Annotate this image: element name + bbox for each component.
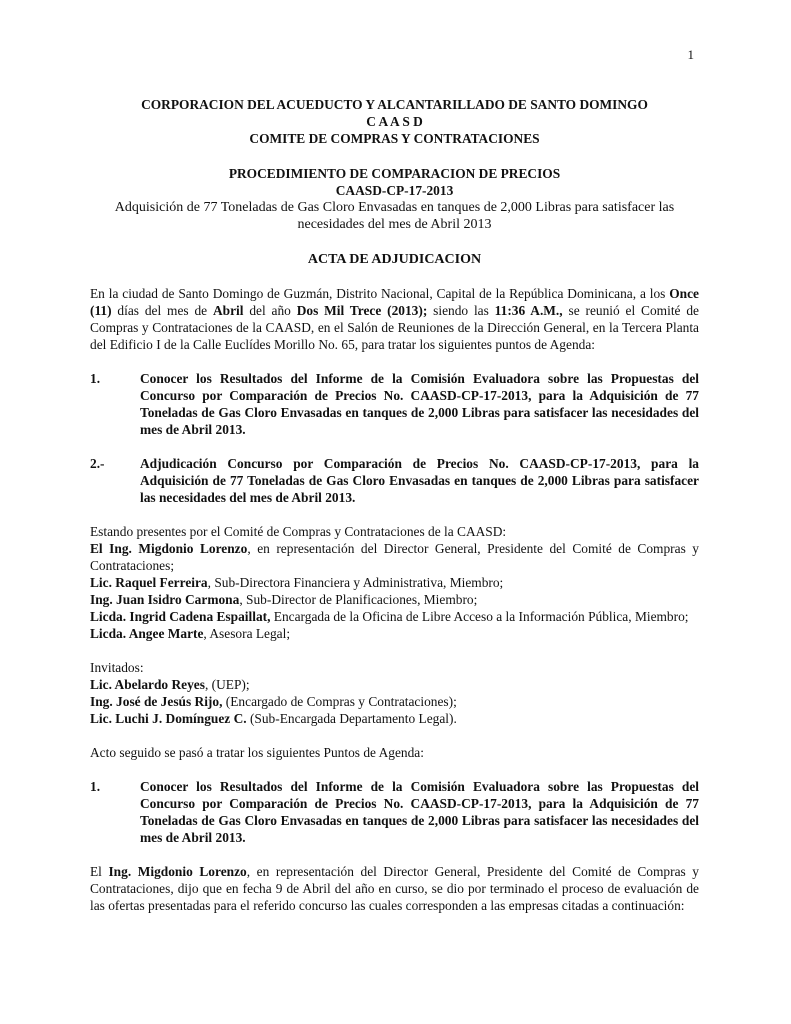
intro-text-4: siendo las	[427, 303, 495, 318]
procedure-code: CAASD-CP-17-2013	[335, 183, 454, 198]
member-name: Ing. Juan Isidro Carmona	[90, 592, 240, 607]
acta-title: ACTA DE ADJUDICACION	[307, 252, 482, 267]
org-acronym: C A A S D	[366, 114, 423, 129]
guest-entry	[90, 693, 699, 710]
member-entry	[90, 540, 699, 574]
member-entry	[90, 574, 699, 591]
intro-year: Dos Mil Trece (2013);	[296, 303, 428, 318]
agenda-item-text: Adjudicación Concurso por Comparación de Precios No. CAASD-CP-17-2013, para la Adquisición de 77 Toneladas de Gas Cloro Envasadas en tanques de 2,000 Libras para satisfacer las necesidades del mes de Abril 2013.	[140, 456, 699, 505]
intro-text-1: En la ciudad de Santo Domingo de Guzmán, Distrito Nacional, Capital de la República Dominicana, a los	[90, 286, 670, 301]
closing-text-2: , en representación del Director General, Presidente del Comité de Compras y Contrataciones, dijo que en fecha 9 de Abril del año en curso, se dio por terminado el proceso de evaluación de las ofertas presentadas para el referido concurso las cuales corresponden a las empresas citadas a continuación:	[90, 864, 699, 913]
agenda-item-number: 2.-	[90, 456, 105, 471]
member-role: Encargada de la Oficina de Libre Acceso a la Información Pública, Miembro;	[270, 609, 689, 624]
guests-section	[90, 659, 699, 727]
guest-entry	[90, 710, 699, 727]
procedure-header	[90, 165, 699, 233]
procedure-description: Adquisición de 77 Toneladas de Gas Cloro Envasadas en tanques de 2,000 Libras para satisfacer las necesidades del mes de Abril 2013	[114, 200, 675, 232]
intro-text-5: se reunió el Comité de Compras y Contrataciones de la CAASD, en el Salón de Reuniones de la Dirección General, en la Tercera Planta del Edificio I de la Calle Euclídes Morillo No. 65, para tratar los siguientes puntos de Agenda:	[90, 303, 699, 352]
intro-paragraph	[90, 285, 699, 353]
member-role: , Sub-Directora Financiera y Administrativa, Miembro;	[207, 575, 504, 590]
member-entry	[90, 625, 699, 642]
member-role: , Sub-Director de Planificaciones, Miembro;	[239, 592, 478, 607]
present-intro: Estando presentes por el Comité de Compras y Contrataciones de la CAASD:	[90, 524, 507, 539]
closing-name: Ing. Migdonio Lorenzo	[108, 864, 247, 879]
guest-name: Lic. Luchi J. Domínguez C.	[90, 711, 247, 726]
member-name: Licda. Angee Marte	[90, 626, 204, 641]
page-number: 1	[687, 47, 694, 62]
document-body	[90, 96, 699, 914]
agenda-item-number: 1.	[90, 779, 101, 794]
member-entry	[90, 608, 699, 625]
member-entry	[90, 591, 699, 608]
member-name: Lic. Raquel Ferreira	[90, 575, 208, 590]
member-role: , Asesora Legal;	[203, 626, 291, 641]
intro-time: 11:36 A.M.,	[494, 303, 563, 318]
intro-text-2: días del mes de	[111, 303, 213, 318]
agenda-item	[90, 370, 699, 438]
procedure-title: PROCEDIMIENTO DE COMPARACION DE PRECIOS	[228, 166, 561, 181]
intro-day: Once (11)	[90, 286, 699, 318]
closing-text-1: El	[90, 864, 109, 879]
agenda-item-text: Conocer los Resultados del Informe de la Comisión Evaluadora sobre las Propuestas del Concurso por Comparación de Precios No. CAASD-CP-17-2013, para la Adquisición de 77 Toneladas de Gas Cloro Envasadas en tanques de 2,000 Libras para satisfacer las necesidades del mes de Abril 2013.	[140, 371, 699, 437]
guest-role: (Encargado de Compras y Contrataciones);	[222, 694, 457, 709]
committee-name: COMITE DE COMPRAS Y CONTRATACIONES	[249, 131, 540, 146]
org-name: CORPORACION DEL ACUEDUCTO Y ALCANTARILLADO DE SANTO DOMINGO	[141, 97, 648, 112]
guest-role: , (UEP);	[204, 677, 250, 692]
intro-month: Abril	[212, 303, 244, 318]
agenda-item-number: 1.	[90, 371, 101, 386]
member-role: , en representación del Director General, Presidente del Comité de Compras y Contrataciones;	[90, 541, 699, 573]
agenda-item-text: Conocer los Resultados del Informe de la Comisión Evaluadora sobre las Propuestas del Concurso por Comparación de Precios No. CAASD-CP-17-2013, para la Adquisición de 77 Toneladas de Gas Cloro Envasadas en tanques de 2,000 Libras para satisfacer las necesidades del mes de Abril 2013.	[140, 779, 699, 845]
agenda-item	[90, 455, 699, 506]
present-members	[90, 523, 699, 642]
guest-name: Lic. Abelardo Reyes	[90, 677, 205, 692]
guest-name: Ing. José de Jesús Rijo,	[90, 694, 223, 709]
organization-header	[90, 96, 699, 147]
member-name: Licda. Ingrid Cadena Espaillat,	[90, 609, 271, 624]
closing-paragraph	[90, 863, 699, 914]
transition-text: Acto seguido se pasó a tratar los siguientes Puntos de Agenda:	[90, 745, 424, 760]
guest-entry	[90, 676, 699, 693]
agenda-item	[90, 778, 699, 846]
guests-label: Invitados:	[90, 660, 144, 675]
guest-role: (Sub-Encargada Departamento Legal).	[246, 711, 457, 726]
member-name: El Ing. Migdonio Lorenzo	[90, 541, 248, 556]
intro-text-3: del año	[243, 303, 297, 318]
